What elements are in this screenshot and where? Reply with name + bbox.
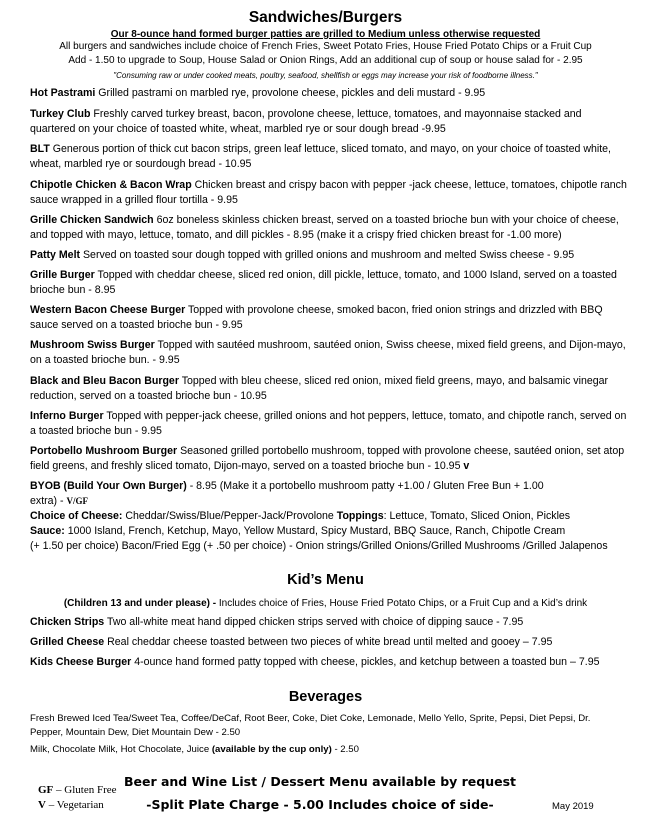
- byob-item: [30, 479, 570, 509]
- kids-note-bold: (Children 13 and under please) -: [63, 598, 217, 609]
- dairy-list: Milk, Chocolate Milk, Hot Chocolate, Juice: [30, 744, 212, 755]
- toppings-label: Toppings: [336, 510, 384, 522]
- menu-item: [30, 374, 628, 404]
- item-desc: 4-ounce hand formed patty topped with cheese, pickles, and ketchup between a toasted bun – 7.95: [131, 656, 600, 668]
- menu-item: [30, 268, 628, 298]
- patty-note: Our 8-ounce hand formed burger patties are grilled to Medium unless otherwise requested: [110, 29, 541, 40]
- v-text: – Vegetarian: [45, 799, 104, 811]
- beer-wine-note: Beer and Wine List / Dessert Menu available by request: [123, 774, 517, 789]
- sides-note: All burgers and sandwiches include choice of French Fries, Sweet Potato Fries, House Fried Potato Chips or a Fruit Cup: [59, 41, 592, 52]
- menu-item: [30, 248, 628, 263]
- item-name: Mushroom Swiss Burger: [30, 339, 155, 351]
- item-desc: Grilled pastrami on marbled rye, provolone cheese, pickles and deli mustard - 9.95: [95, 87, 486, 99]
- item-name: Patty Melt: [30, 249, 81, 261]
- menu-item: [30, 107, 628, 137]
- item-desc: Real cheddar cheese toasted between two pieces of white bread until melted and gooey – 7.95: [104, 636, 553, 648]
- menu-item: [30, 338, 628, 368]
- item-name: Turkey Club: [30, 108, 91, 120]
- sandwiches-title: Sandwiches/Burgers: [248, 9, 403, 26]
- kids-note-rest: Includes choice of Fries, House Fried Potato Chips, or a Fruit Cup and a Kid’s drink: [216, 598, 588, 609]
- item-desc: Topped with provolone cheese, smoked bacon, fried onion strings and drizzled with BBQ sauce served on a toasted brioche bun - 9.95: [30, 304, 603, 331]
- item-name: Grilled Cheese: [30, 636, 105, 648]
- menu-item: [30, 142, 628, 172]
- menu-date: May 2019: [552, 801, 594, 812]
- toppings-list: : Lettuce, Tomato, Sliced Onion, Pickles: [383, 510, 571, 522]
- item-desc: Served on toasted sour dough topped with grilled onions and mushroom and melted Swiss cheese - 9.95: [80, 249, 575, 261]
- item-name: Chipotle Chicken & Bacon Wrap: [30, 179, 192, 191]
- kids-item: [30, 655, 628, 670]
- item-desc: 6oz boneless skinless chicken breast, served on a toasted brioche bun with your choice of cheese, and topped with mayo, lettuce, tomato, and dill pickles - 8.95 (make it a crispy fried chicken breast for -1.00 more): [30, 214, 619, 241]
- item-name: Portobello Mushroom Burger: [30, 445, 178, 457]
- sauce-list: 1000 Island, French, Ketchup, Mayo, Yellow Mustard, Spicy Mustard, BBQ Sauce, Ranch, Chipotle Cream: [64, 525, 566, 537]
- sauce-label: Sauce:: [30, 525, 65, 537]
- vegetarian-tag: v: [463, 460, 470, 472]
- menu-item: [30, 86, 628, 101]
- kids-item: [30, 615, 628, 630]
- item-desc: Topped with pepper-jack cheese, grilled onions and hot peppers, lettuce, tomato, and chipotle ranch, served on a toasted brioche bun - 9.95: [30, 410, 627, 437]
- item-desc: - 8.95 (Make it a portobello mushroom patty +1.00 / Gluten Free Bun + 1.00 extra) -: [30, 480, 544, 507]
- beverages-title: Beverages: [288, 689, 363, 705]
- gf-text: – Gluten Free: [53, 784, 117, 796]
- item-name: Chicken Strips: [30, 616, 105, 628]
- gf-code: GF: [38, 784, 54, 796]
- beverage-list: Fresh Brewed Iced Tea/Sweet Tea, Coffee/DeCaf, Root Beer, Coke, Diet Coke, Lemonade, Mello Yello, Sprite, Pepsi, Diet Pepsi, Dr. Pepper, Mountain Dew, Diet Mountain Dew - 2.50: [30, 713, 591, 738]
- item-desc: Topped with cheddar cheese, sliced red onion, dill pickle, lettuce, tomato, and 1000 Island, served on a toasted brioche bun - 8.95: [30, 269, 617, 296]
- menu-item: [30, 444, 628, 474]
- item-name: Hot Pastrami: [30, 87, 96, 99]
- item-name: Black and Bleu Bacon Burger: [30, 375, 179, 387]
- item-desc: Topped with sautéed mushroom, sautéed onion, Swiss cheese, mixed field greens, and Dijon-mayo, on a toasted brioche bun. - 9.95: [30, 339, 626, 366]
- menu-item: [30, 303, 628, 333]
- kids-title: Kid’s Menu: [287, 572, 364, 588]
- dairy-price: - 2.50: [331, 744, 359, 755]
- split-plate-note: -Split Plate Charge - 5.00 Includes choice of side-: [146, 797, 494, 812]
- cheese-list: Cheddar/Swiss/Blue/Pepper-Jack/Provolone: [122, 510, 337, 522]
- kids-note: [0, 598, 651, 609]
- item-desc: Topped with bleu cheese, sliced red onion, mixed field greens, mayo, and balsamic vinegar reduction, served on a toasted brioche bun - 10.95: [30, 375, 609, 402]
- v-code: V: [38, 799, 46, 811]
- item-name: Inferno Burger: [30, 410, 104, 422]
- item-name: Kids Cheese Burger: [30, 656, 132, 668]
- sauce-line: [30, 524, 628, 539]
- menu-item: [30, 178, 628, 208]
- item-name: BLT: [30, 143, 50, 155]
- item-desc: Two all-white meat hand dipped chicken strips served with choice of dipping sauce - 7.95: [104, 616, 524, 628]
- menu-item: [30, 409, 628, 439]
- menu-item: [30, 213, 628, 243]
- item-name: BYOB (Build Your Own Burger): [30, 480, 187, 492]
- item-name: Grille Burger: [30, 269, 95, 281]
- choice-line: [30, 509, 628, 524]
- item-name: Western Bacon Cheese Burger: [30, 304, 186, 316]
- kids-item: [30, 635, 628, 650]
- upgrade-note: Add - 1.50 to upgrade to Soup, House Salad or Onion Rings, Add an additional cup of soup or house salad for - 2.95: [68, 55, 583, 66]
- item-desc: Chicken breast and crispy bacon with pepper -jack cheese, lettuce, tomatoes, chipotle ranch sauce wrapped in a grilled flour tortilla - 9.95: [30, 179, 627, 206]
- extras-line: (+ 1.50 per choice) Bacon/Fried Egg (+ .50 per choice) - Onion strings/Grilled Onions/Grilled Mushrooms /Grilled Jalapenos: [30, 540, 608, 552]
- item-name: Grille Chicken Sandwich: [30, 214, 154, 226]
- item-desc: Freshly carved turkey breast, bacon, provolone cheese, lettuce, tomatoes, and mayonnaise stacked and quartered on your choice of toasted white, wheat, marbled rye or sour dough bread -9.95: [30, 108, 582, 135]
- foodborne-warning: "Consuming raw or under cooked meats, poultry, seafood, shellfish or eggs may increase your risk of foodborne illness.": [113, 71, 538, 80]
- gf-legend: [38, 784, 117, 796]
- dairy-note: (available by the cup only): [211, 744, 332, 755]
- v-legend: [38, 799, 104, 811]
- cheese-label: Choice of Cheese:: [30, 510, 123, 522]
- item-desc: Seasoned grilled portobello mushroom, topped with provolone cheese, sautéed onion, set atop field greens, and freshly sliced tomato, Dijon-mayo, served on a toasted brioche bun - 10.95: [30, 445, 625, 472]
- item-desc: Generous portion of thick cut bacon strips, green leaf lettuce, sliced tomato, and mayo, on your choice of toasted white, wheat, marbled rye or sourdough bread - 10.95: [30, 143, 612, 170]
- diet-tag: V/GF: [66, 496, 88, 506]
- beverage-dairy: [30, 743, 620, 757]
